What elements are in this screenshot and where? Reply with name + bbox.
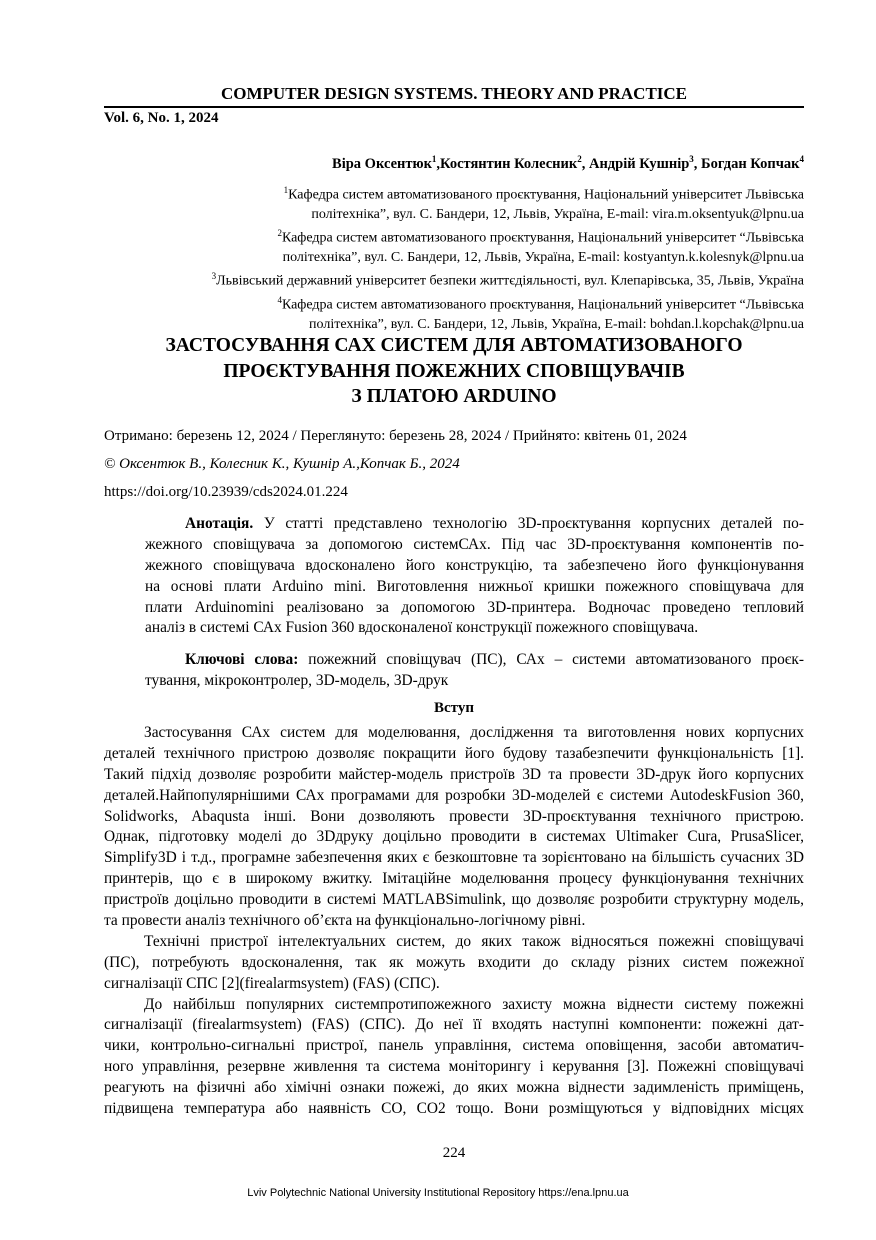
author-separator: ,	[581, 155, 589, 172]
header-rule	[104, 106, 804, 108]
doi-link[interactable]: https://doi.org/10.23939/cds2024.01.224	[104, 484, 348, 500]
paragraph-line: Застосування САх систем для моделювання, дослідження та виготовлення нових корпусних	[144, 724, 804, 741]
paragraph-line: Технічні пристрої інтелектуальних систем, до яких також відносяться пожежні сповіщувачі	[144, 932, 804, 950]
paragraph	[104, 723, 804, 932]
author-affiliation-number: 3	[689, 154, 694, 164]
paragraph-line: деталей.Найпопулярнішими САх програмами для розробки 3D-моделей є системи AutodeskFusion 360,	[104, 786, 804, 804]
author-name: Віра Оксентюк	[332, 155, 432, 172]
abstract-line	[145, 618, 804, 639]
journal-title: COMPUTER DESIGN SYSTEMS. THEORY AND PRACTICE	[220, 84, 688, 103]
affiliation-number: 3	[211, 271, 217, 282]
affiliation-line	[104, 224, 804, 248]
affiliation-text: Кафедра систем автоматизованого проєктування, Національний університет “Львівська	[281, 297, 804, 313]
abstract-line	[145, 577, 804, 598]
author-affiliation-number: 2	[577, 154, 582, 164]
copyright: © Оксентюк В., Колесник К., Кушнір А.,Копчак Б., 2024	[104, 456, 460, 472]
abstract-text: жежного сповіщувача за допомогою системСАх. Під час 3D-проєктування компонентів по-	[145, 535, 804, 553]
paragraph-line: пристроїв доцільно проводити в системі MATLABSimulink, що дозволяє розробити структурну модель,	[104, 891, 804, 909]
abstract-line	[145, 535, 804, 556]
abstract-line	[185, 514, 804, 535]
keywords-text: пожежний сповіщувач (ПС), САх – системи автоматизованого проєк-	[298, 651, 804, 668]
keywords-line	[185, 650, 804, 671]
author-name: Костянтин Колесник	[440, 155, 578, 172]
abstract-line	[145, 598, 804, 619]
paragraph-line: ного управління, резервне живлення та система моніторингу і керування [3]. Пожежні сповіщувачі	[104, 1058, 804, 1076]
abstract-label: Анотація.	[185, 515, 254, 532]
paragraph-line: принтерів, що є в широкому вжитку. Імітаційне моделювання процесу функціонування технічних	[104, 870, 804, 888]
affiliation-line	[104, 248, 804, 267]
affiliation-line	[104, 291, 804, 315]
author-separator: ,	[693, 155, 702, 172]
paragraph-line: Solidworks, Abaqusta інші. Вони дозволяють провести 3D-проєктування технічного пристрою.	[104, 807, 804, 825]
abstract	[145, 514, 804, 639]
affiliation-number: 1	[283, 185, 289, 195]
paragraph-line: сигналізації СПС [2](firealarmsystem) (FAS) (СПС).	[104, 974, 440, 992]
paragraph-line: сигналізації (firealarmsystem) (FAS) (СПС). До неї її входять наступні компоненти: пожежні дат-	[104, 1016, 804, 1034]
affiliation-number: 4	[277, 294, 282, 305]
section-heading: Вступ	[434, 700, 474, 716]
affiliation-text: Кафедра систем автоматизованого проєктування, Національний університет Львівська	[288, 187, 804, 203]
volume-info: Vol. 6, No. 1, 2024	[104, 110, 219, 126]
paper-title	[104, 333, 804, 410]
affiliation-number: 2	[277, 228, 282, 239]
page-number: 224	[442, 1145, 466, 1161]
abstract-text: на основі плати Arduino mini. Виготовлення нижньої кришки пожежного сповіщувача для	[145, 577, 804, 595]
keywords-label: Ключові слова:	[185, 651, 299, 668]
affiliation-text: політехніка”, вул. С. Бандери, 12, Львів, Україна, E-mail: bohdan.l.kopchak@lpnu.ua	[309, 316, 804, 332]
author-name: Богдан Копчак	[701, 155, 800, 172]
paragraph-line: До найбільш популярних системпротипожежного захисту можна віднести систему пожежні	[144, 995, 804, 1013]
paragraph-line: Однак, підготовку моделі до 3Dдруку доцільно проводити в системах Ultimaker Cura, PrusaSlicer,	[104, 828, 804, 846]
abstract-line	[145, 556, 804, 577]
affiliation-line	[104, 267, 804, 291]
affiliation-line	[104, 315, 804, 334]
title-line: З ПЛАТОЮ ARDUINO	[351, 386, 557, 407]
affiliation-line	[104, 181, 804, 205]
affiliations	[104, 181, 804, 334]
author-affiliation-number: 1	[431, 154, 437, 164]
keywords-line	[145, 671, 804, 692]
affiliation-line	[104, 205, 804, 224]
paragraph-line: підвищена температура або наявність СО, СО2 тощо. Вони розміщуються у відповідних місцях	[104, 1100, 804, 1118]
paragraph-line: деталей технічного пристрою дозволяє покращити його будову тазабезпечити функціональність [1].	[104, 744, 804, 762]
title-line: ПРОЄКТУВАННЯ ПОЖЕЖНИХ СПОВІЩУВАЧІВ	[223, 360, 685, 382]
keywords-text: тування, мікроконтролер, 3D-модель, 3D-друк	[145, 671, 449, 689]
author-list	[332, 154, 804, 173]
affiliation-text: Львівський державний університет безпеки життєдіяльності, вул. Клепарівська, 35, Львів, Україна	[216, 273, 804, 289]
affiliation-text: політехніка”, вул. С. Бандери, 12, Львів, Україна, E-mail: kostyantyn.k.kolesnyk@lpnu.ua	[282, 249, 804, 265]
body-text	[104, 723, 804, 1120]
abstract-text: жежного сповіщувача вдосконалено його конструкцію, та забезпечено його функціонування	[145, 556, 804, 574]
abstract-text: аналіз в системі САх Fusion 360 вдосконаленої конструкції пожежного сповіщувача.	[145, 619, 699, 637]
paragraph-line: Такий підхід дозволяє розробити майстер-модель пристроїв 3D та провести 3D-друк його корпусних	[104, 765, 804, 783]
affiliation-text: Кафедра систем автоматизованого проєктування, Національний університет “Львівська	[281, 230, 804, 246]
title-line: ЗАСТОСУВАННЯ САХ СИСТЕМ ДЛЯ АВТОМАТИЗОВАНОГО	[165, 335, 743, 356]
author-name: Андрій Кушнір	[588, 155, 690, 172]
affiliation-text: політехніка”, вул. С. Бандери, 12, Львів, Україна, E-mail: vira.m.oksentyuk@lpnu.ua	[311, 206, 804, 222]
paragraph-line: чики, контрольно-сигнальні пристрої, панель управління, система оповіщення, засоби автоматич-	[104, 1037, 804, 1055]
paragraph-line: Simplify3D і т.д., програмне забезпечення яких є безкоштовне та зорієнтовано на більшість сучасних 3D	[104, 849, 804, 867]
repository-footer: Lviv Polytechnic National University Institutional Repository https://ena.lpnu.ua	[247, 1187, 629, 1199]
abstract-text: У статті представлено технологію 3D-проєктування корпусних деталей по-	[253, 515, 804, 532]
abstract-text: плати Arduinomini реалізовано за допомогою 3D-принтера. Водночас проведено тепловий	[145, 598, 804, 616]
keywords	[145, 650, 804, 692]
paragraph	[104, 995, 804, 1120]
author-affiliation-number: 4	[799, 154, 804, 164]
author-separator: ,	[436, 155, 441, 172]
paragraph	[104, 932, 804, 995]
paragraph-line: (ПС), потребують вдосконалення, так як можуть входити до складу різних систем пожежної	[104, 953, 804, 971]
paragraph-line: та провести аналіз технічного об’єкта на функціонально-логічному рівні.	[104, 912, 586, 930]
dates: Отримано: березень 12, 2024 / Переглянуто: березень 28, 2024 / Прийнято: квітень 01, 2024	[104, 428, 687, 444]
paragraph-line: реагують на фізичні або хімічні ознаки пожежі, до яких можна віднести задимленість приміщень,	[104, 1079, 804, 1097]
